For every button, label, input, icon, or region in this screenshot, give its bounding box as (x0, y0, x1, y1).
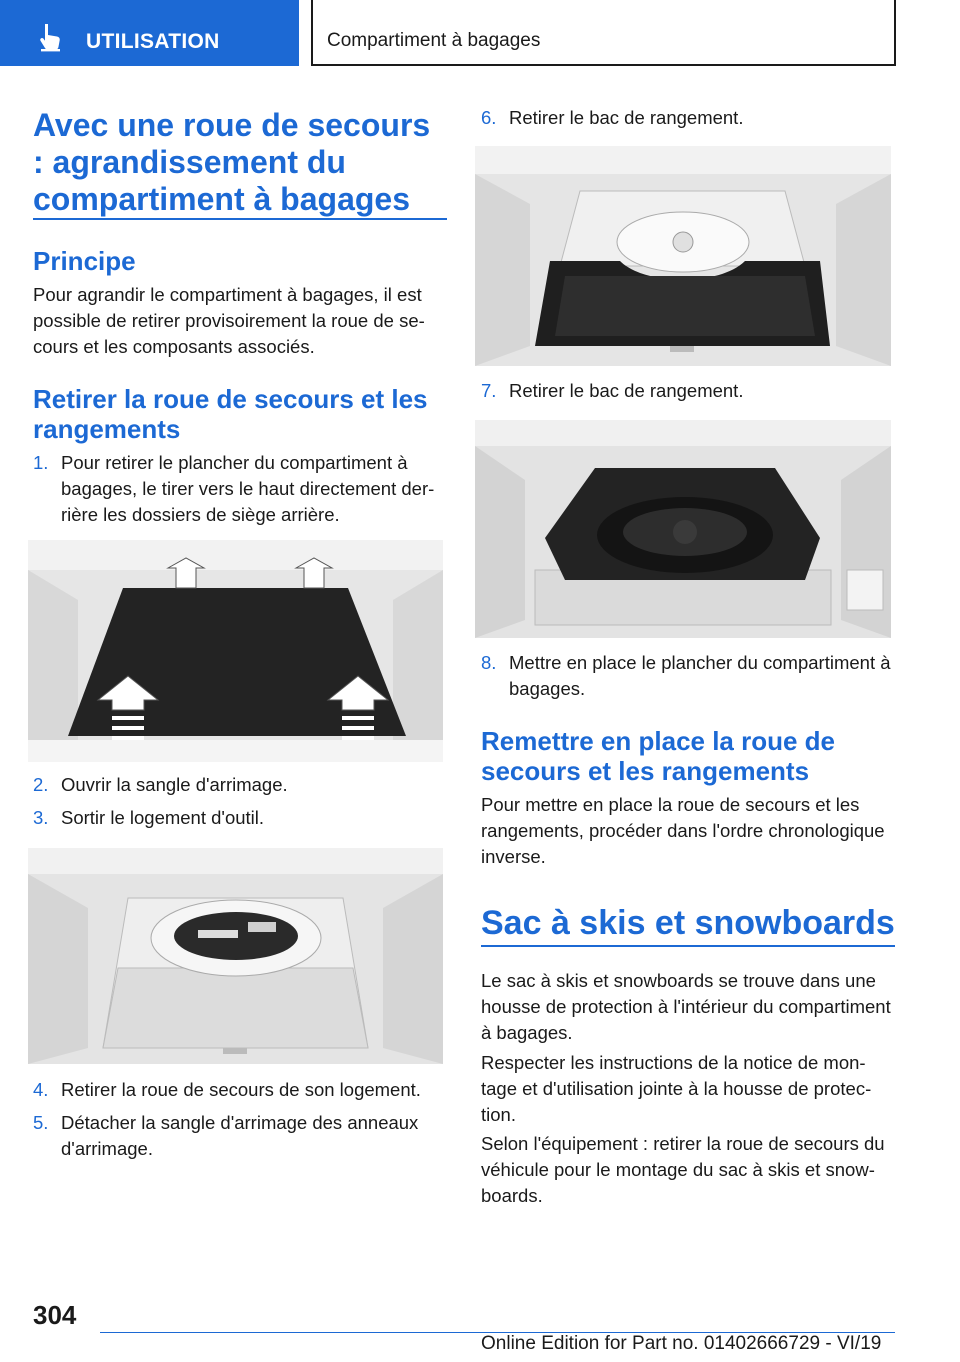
step-text: Sortir le logement d'outil. (61, 807, 265, 828)
step-8 (481, 650, 895, 702)
step-4 (33, 1077, 447, 1103)
page-number: 304 (33, 1300, 77, 1330)
step-text: Retirer le bac de rangement. (509, 107, 744, 128)
section-title: Avec une roue de secours : agrandissement du compartiment à bagages (33, 107, 431, 217)
step-text: Détacher la sangle d'arrimage des anneaux d'arrimage. (61, 1112, 419, 1159)
ski-bag-text-1: Le sac à skis et snowboards se trouve dans une housse de protection à l'intérieur du compartiment à bagages. (481, 970, 891, 1043)
chapter-header (311, 0, 896, 66)
remove-heading: Retirer la roue de secours et les rangements (33, 384, 428, 444)
step-text: Pour retirer le plancher du compartiment à bagages, le tirer vers le haut directement derrière les dossiers de siège arrière. (61, 452, 435, 525)
storage-tray-image (475, 146, 891, 366)
principle-heading: Principe (33, 246, 136, 276)
step-text: Retirer la roue de secours de son logement. (61, 1079, 421, 1100)
step-number: 3. (33, 807, 49, 828)
step-1 (33, 450, 447, 528)
spare-wheel-well-image (28, 848, 443, 1064)
chapter-title: Compartiment à bagages (327, 30, 541, 51)
edition-info: Online Edition for Part no. 01402666729 - VI/19 (481, 1333, 882, 1354)
ski-bag-text-2: Respecter les instructions de la notice de montage et d'utilisation jointe à la housse de protection. (481, 1052, 872, 1125)
step-text: Mettre en place le plancher du compartiment à bagages. (509, 652, 891, 699)
step-number: 6. (481, 107, 497, 128)
step-6 (481, 105, 895, 131)
ski-bag-text-3: Selon l'équipement : retirer la roue de secours du véhicule pour le montage du sac à skis et snowboards. (481, 1133, 885, 1206)
step-number: 1. (33, 452, 49, 473)
step-2 (33, 772, 447, 798)
step-number: 7. (481, 380, 497, 401)
step-7 (481, 378, 895, 404)
step-3 (33, 805, 447, 831)
step-5 (33, 1110, 447, 1162)
trunk-floor-image (28, 540, 443, 762)
pointing-hand-icon (36, 22, 66, 52)
ski-bag-heading: Sac à skis et snowboards (481, 904, 895, 942)
reinstall-text: Pour mettre en place la roue de secours et les rangements, procéder dans l'ordre chronologique inverse. (481, 794, 885, 867)
section-tab[interactable] (0, 0, 299, 66)
principle-text: Pour agrandir le compartiment à bagages, il est possible de retirer provisoirement la roue de secours et les composants associés. (33, 284, 425, 357)
step-number: 4. (33, 1079, 49, 1100)
wheel-holder-image (475, 420, 891, 638)
ski-bag-rule (481, 945, 895, 947)
reinstall-heading: Remettre en place la roue de secours et les rangements (481, 726, 836, 786)
section-tab-label: UTILISATION (86, 30, 220, 53)
step-number: 8. (481, 652, 497, 673)
step-text: Retirer le bac de rangement. (509, 380, 744, 401)
step-text: Ouvrir la sangle d'arrimage. (61, 774, 288, 795)
step-number: 5. (33, 1112, 49, 1133)
step-number: 2. (33, 774, 49, 795)
section-rule (33, 218, 447, 220)
